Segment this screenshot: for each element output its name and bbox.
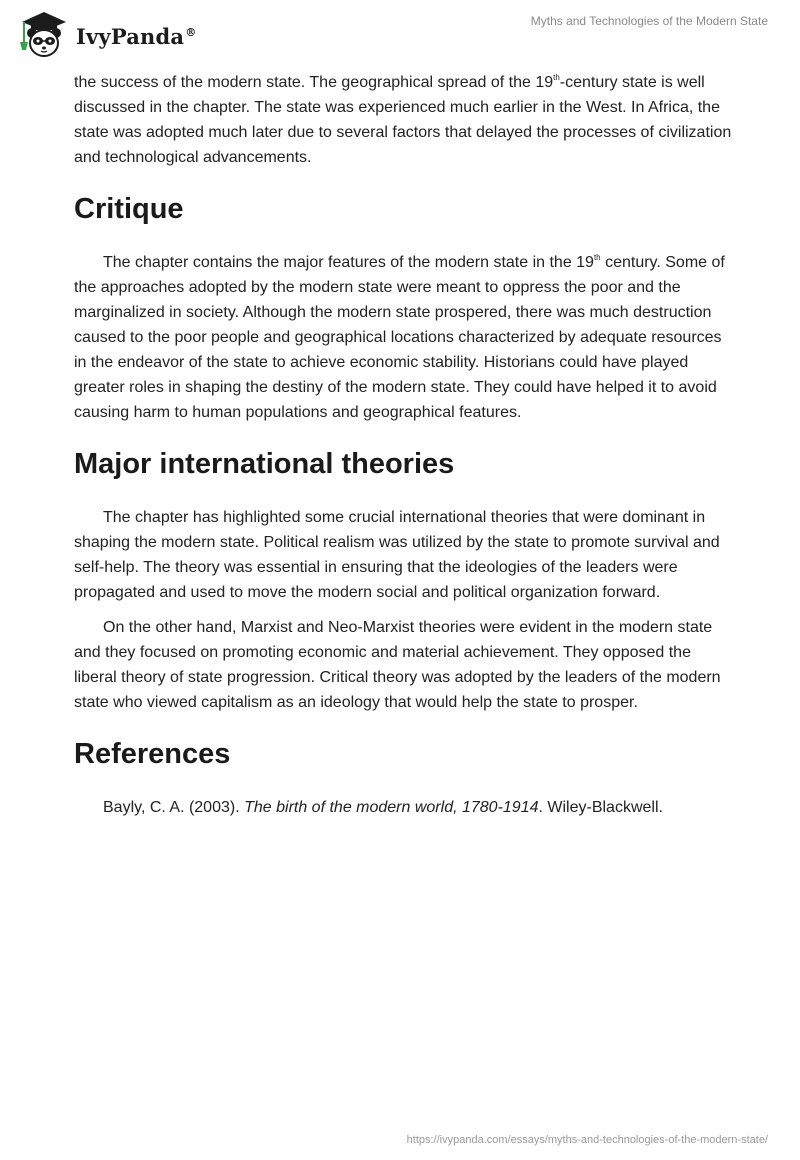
document-title: Myths and Technologies of the Modern State: [530, 14, 768, 28]
page-header: [0, 0, 800, 70]
panda-graduate-icon: [14, 8, 72, 60]
intro-paragraph: the success of the modern state. The geographical spread of the 19th-century state is well discussed in the chapter. The state was experienced much earlier in the West. In Africa, the state was adopted much later due to several factors that delayed the processes of civilization and technological advancements.: [74, 73, 732, 166]
theories-paragraph-1: The chapter has highlighted some crucial international theories that were dominant in shaping the modern state. Political realism was utilized by the state to promote survival and self-help. The theory was essential in ensuring that the ideologies of the leaders were propagated and used to move the modern social and political organization forward.: [74, 509, 720, 601]
brand-name: IvyPanda®: [76, 23, 197, 49]
theories-heading: Major international theories: [74, 448, 455, 480]
critique-heading: Critique: [74, 193, 184, 225]
essay-content: [74, 70, 734, 820]
reference-item: Bayly, C. A. (2003). The birth of the modern world, 1780-1914. Wiley-Blackwell.: [103, 799, 663, 816]
theories-paragraph-2: On the other hand, Marxist and Neo-Marxist theories were evident in the modern state and they focused on promoting economic and material achievement. They opposed the liberal theory of state progression. Critical theory was adopted by the leaders of the modern state who viewed capitalism as an ideology that would help the state to prosper.: [74, 619, 721, 711]
ivypanda-logo[interactable]: [14, 8, 196, 60]
source-url[interactable]: https://ivypanda.com/essays/myths-and-technologies-of-the-modern-state/: [406, 1134, 768, 1146]
critique-paragraph: The chapter contains the major features of the modern state in the 19th century. Some of the approaches adopted by the modern state were meant to oppress the poor and the marginalized in society. Although the modern state prospered, there was much destruction caused to the poor people and geographical locations characterized by adequate resources in the endeavor of the state to achieve economic stability. Historians could have played greater roles in shaping the destiny of the modern state. They could have helped it to avoid causing harm to human populations and geographical features.: [74, 253, 725, 421]
references-heading: References: [74, 738, 231, 770]
